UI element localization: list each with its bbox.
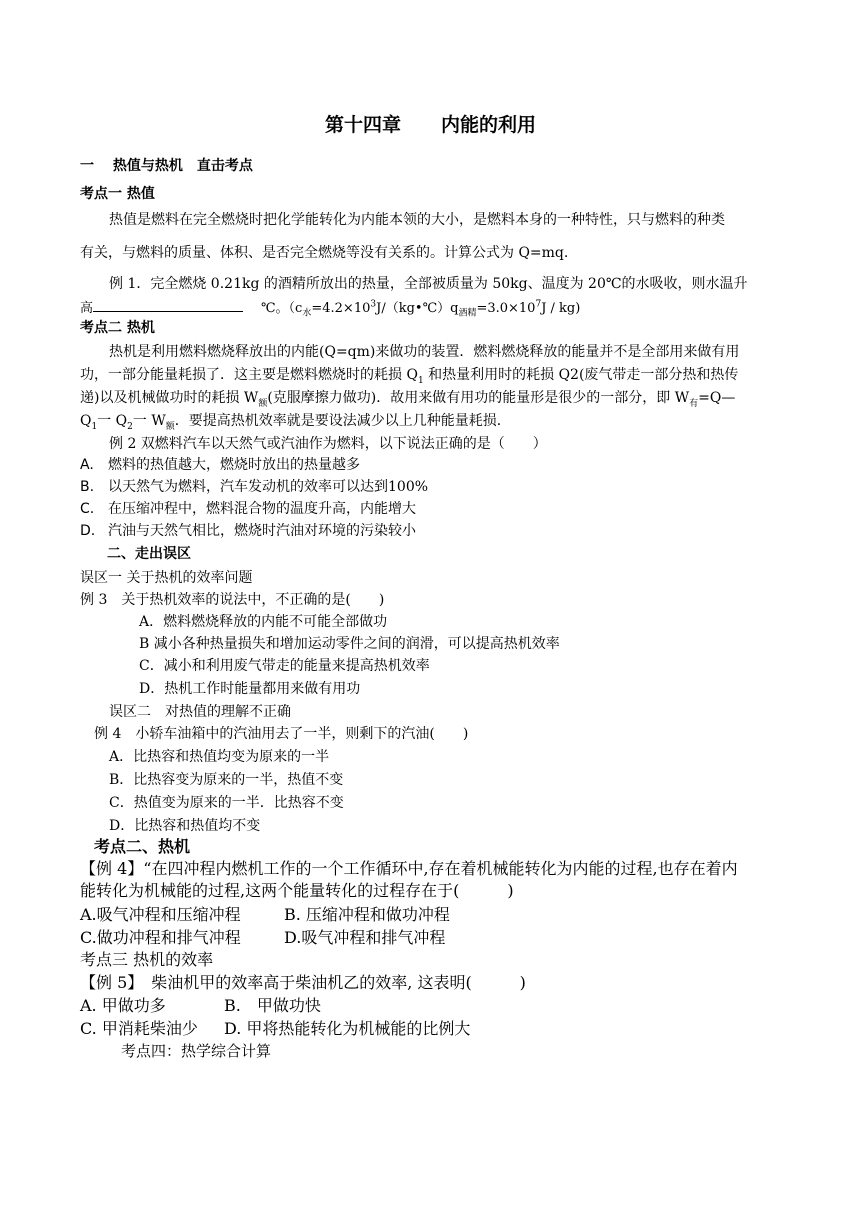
example-4b-line-2: 能转化为机械能的过程,这两个能量转化的过程存在于( )	[80, 881, 514, 900]
chapter-number: 第十四章	[325, 114, 402, 136]
example-5-question: 【例 5】 柴油机甲的效率高于柴油机乙的效率, 这表明( )	[80, 973, 526, 992]
example-3-option-a: A．燃料燃烧释放的内能不可能全部做功	[139, 614, 388, 630]
example-4b-options-row-1: A.吸气冲程和压缩冲程 B. 压缩冲程和做功冲程	[80, 905, 450, 924]
example-4-option-a: A．比热容和热值均变为原来的一半	[109, 749, 330, 765]
paragraph-2-line-3: 递)以及机械做功时的耗损 $W_额$(克服摩擦力做功)．故用来做有用功的能量形是很少的一部分，即 $W_有=Q—$	[80, 390, 736, 409]
paragraph-1-line-1: 热值是燃料在完全燃烧时把化学能转化为内能本领的大小，是燃料本身的一种特性，只与燃料的种类	[109, 212, 725, 228]
paragraph-2-line-1: 热机是利用燃料燃烧释放出的内能(Q=qm)来做功的装置．燃料燃烧释放的能量并不是全部用来做有用	[109, 344, 740, 360]
misconception-1-heading: 误区一 关于热机的效率问题	[80, 570, 253, 586]
page-title	[325, 115, 536, 135]
misconception-2-heading: 误区二 对热值的理解不正确	[109, 704, 291, 720]
example-4-option-d: D．比热容和热值均不变	[109, 818, 261, 834]
example-1-line-1: 例 1．完全燃烧 0.21kg 的酒精所放出的热量，全部被质量为 50kg、温度为 20℃的水吸收，则水温升	[109, 276, 748, 292]
example-3-option-d: D．热机工作时能量都用来做有用功	[139, 681, 361, 697]
example-4b-options-row-2: C.做功冲程和排气冲程 D.吸气冲程和排气冲程	[80, 928, 446, 947]
kaodian-4-heading: 考点四：热学综合计算	[121, 1042, 272, 1060]
paragraph-2-line-2: 功，一部分能量耗损了．这主要是燃料燃烧时的耗损 $Q_1$ 和热量利用时的耗损 Q2(废气带走一部分热和热传	[80, 367, 739, 386]
example-3-question: 例 3 关于热机效率的说法中，不正确的是( )	[80, 592, 385, 608]
example-3-option-c: C．减小和利用废气带走的能量来提高热机效率	[139, 658, 430, 674]
chapter-name: 内能的利用	[441, 114, 537, 136]
example-2-option-d: D. 汽油与天然气相比，燃烧时汽油对环境的污染较小	[80, 523, 416, 539]
example-2-question: 例 2 双燃料汽车以天然气或汽油作为燃料，以下说法正确的是（ ）	[109, 436, 547, 452]
paragraph-1-line-2: 有关，与燃料的质量、体积、是否完全燃烧等没有关系的。计算公式为 Q=mq.	[80, 245, 569, 261]
example-4b-line-1: 【例 4】“在四冲程内燃机工作的一个工作循环中,存在着机械能转化为内能的过程,也存在着内	[80, 859, 738, 878]
kaodian-1-heading: 考点一 热值	[80, 186, 155, 202]
example-2-option-c: C. 在压缩冲程中，燃料混合物的温度升高，内能增大	[80, 501, 416, 517]
example-4-option-b: B．比热容变为原来的一半，热值不变	[109, 772, 344, 788]
example-3-option-b: B 减小各种热量损失和增加运动零件之间的润滑，可以提高热机效率	[139, 636, 560, 652]
answer-blank	[93, 296, 243, 312]
section-heading-1: 一 热值与热机 直击考点	[80, 158, 253, 174]
kaodian-2-heading: 考点二 热机	[80, 320, 155, 336]
example-4-option-c: C．热值变为原来的一半．比热容不变	[109, 795, 344, 811]
example-5-options-row-1: A. 甲做功多 B. 甲做功快	[80, 996, 321, 1015]
example-2-option-a: A. 燃料的热值越大，燃烧时放出的热量越多	[80, 457, 360, 473]
example-2-option-b: B. 以天然气为燃料，汽车发动机的效率可以达到100%	[80, 479, 429, 495]
paragraph-2-line-4: $Q_1$一 $Q_2$一 $W_额$．要提高热机效率就是要设法减少以上几种能量耗损．	[80, 413, 511, 432]
kaodian-2b-heading: 考点二、热机	[94, 837, 191, 856]
example-5-options-row-2: C. 甲消耗柴油少 D. 甲将热能转化为机械能的比例大	[80, 1019, 471, 1038]
example-4-question: 例 4 小轿车油箱中的汽油用去了一半，则剩下的汽油( )	[94, 726, 469, 742]
kaodian-3-heading: 考点三 热机的效率	[80, 950, 214, 969]
example-1-line-2: 高 ℃。$(c_水=4.2\times 10^3J/(kg•℃)q_{酒精}=3.0\times 10^7J / kg)$	[80, 296, 580, 319]
section-heading-2: 二、走出误区	[107, 546, 191, 562]
